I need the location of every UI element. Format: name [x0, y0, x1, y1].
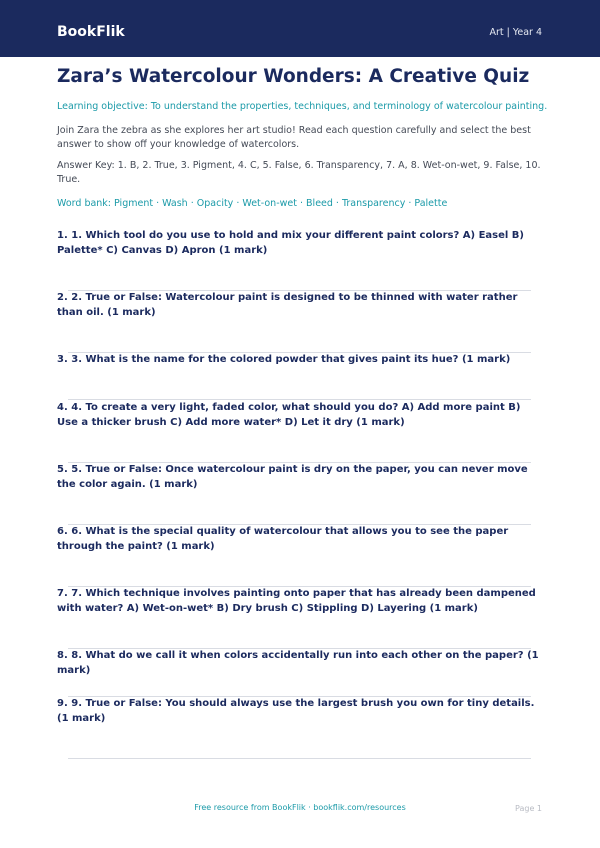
- question-4: 4. 4. To create a very light, faded color, what should you do? A) Add more paint B) Use a thicker brush C) Add more water* D) Let it dry (1 mark): [57, 402, 521, 428]
- question-8: 8. 8. What do we call it when colors accidentally run into each other on the paper? (1 mark): [57, 650, 539, 676]
- page-number: Page 1: [515, 804, 542, 813]
- question-5: 5. 5. True or False: Once watercolour paint is dry on the paper, you can never move the color again. (1 mark): [57, 464, 528, 490]
- question-6: 6. 6. What is the special quality of watercolour that allows you to see the paper through the paint? (1 mark): [57, 526, 509, 552]
- brand-logo[interactable]: BookFlik: [57, 24, 125, 40]
- question-9: 9. 9. True or False: You should always use the largest brush you own for tiny details. (1 mark): [57, 698, 535, 724]
- answer-line-9: [68, 758, 531, 759]
- question-1: 1. 1. Which tool do you use to hold and mix your different paint colors? A) Easel B) Palette* C) Canvas D) Apron (1 mark): [57, 230, 524, 256]
- learning-objective: Learning objective: To understand the properties, techniques, and terminology of watercolour painting.: [57, 101, 548, 112]
- answer-key: Answer Key: 1. B, 2. True, 3. Pigment, 4. C, 5. False, 6. Transparency, 7. A, 8. Wet-on-wet, 9. False, 10. True.: [57, 160, 541, 185]
- word-bank: Word bank: Pigment · Wash · Opacity · Wet-on-wet · Bleed · Transparency · Palette: [57, 198, 448, 209]
- intro-text: Join Zara the zebra as she explores her art studio! Read each question carefully and select the best answer to show off your knowledge of watercolors.: [57, 125, 531, 150]
- question-7: 7. 7. Which technique involves painting onto paper that has already been dampened with water? A) Wet-on-wet* B) Dry brush C) Stippling D) Layering (1 mark): [57, 588, 536, 614]
- question-3: 3. 3. What is the name for the colored powder that gives paint its hue? (1 mark): [57, 354, 511, 365]
- question-2: 2. 2. True or False: Watercolour paint is designed to be thinned with water rather than oil. (1 mark): [57, 292, 518, 318]
- page-title: Zara’s Watercolour Wonders: A Creative Quiz: [57, 66, 530, 87]
- header-bar: [0, 0, 600, 57]
- footer-text[interactable]: Free resource from BookFlik · bookflik.com/resources: [194, 803, 406, 812]
- subject-year-label: Art | Year 4: [489, 27, 542, 38]
